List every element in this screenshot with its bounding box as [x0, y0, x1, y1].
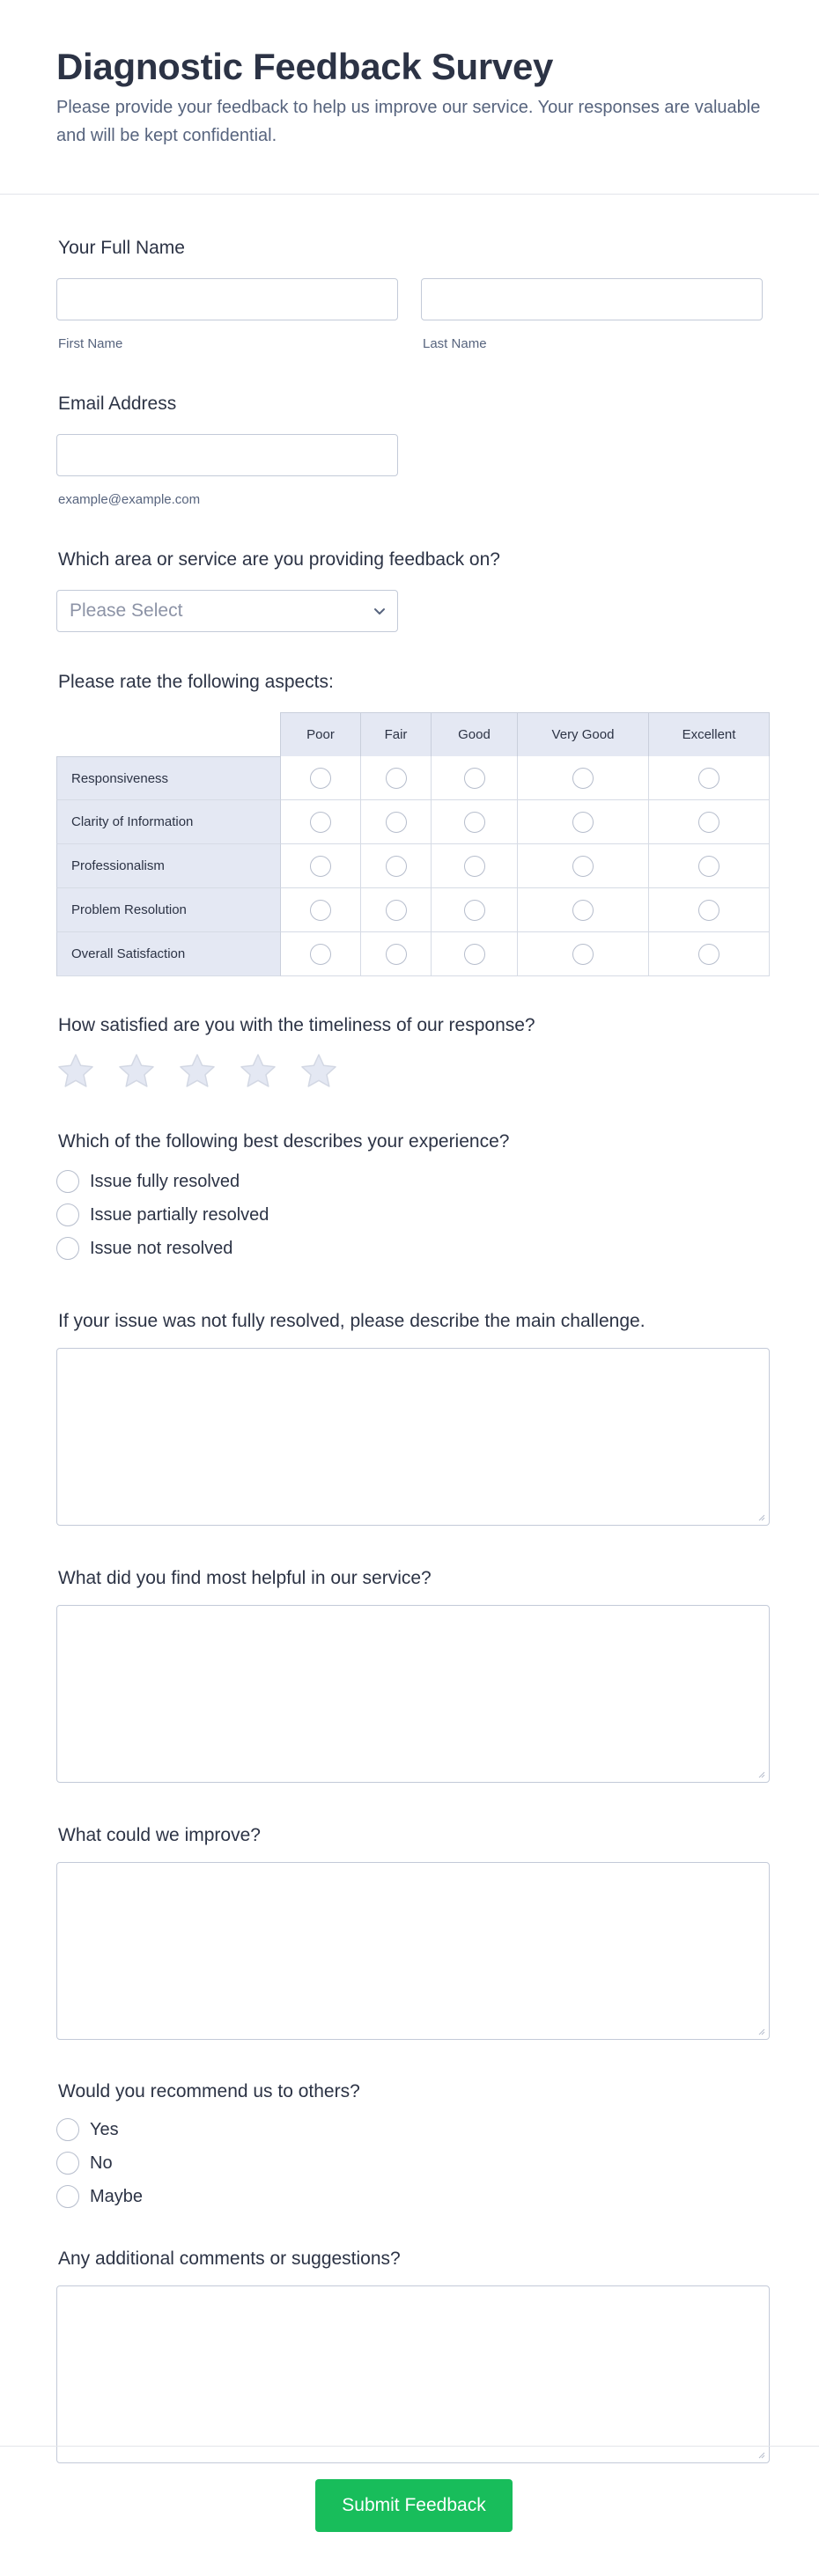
matrix-row-label: Problem Resolution	[56, 888, 281, 932]
recommend-option[interactable]	[56, 2146, 763, 2180]
radio-button[interactable]	[56, 1170, 79, 1193]
matrix-radio[interactable]	[386, 900, 407, 921]
timeliness-field	[56, 1015, 763, 1091]
improve-label: What could we improve?	[58, 1825, 261, 1845]
option-label: No	[90, 2153, 113, 2173]
matrix-col-excellent: Excellent	[649, 712, 770, 756]
improve-field	[56, 1825, 763, 2040]
matrix-row-overall	[56, 932, 770, 976]
option-label: Yes	[90, 2119, 119, 2139]
matrix-radio[interactable]	[464, 768, 485, 789]
matrix-radio[interactable]	[572, 812, 594, 833]
recommend-options	[56, 2113, 763, 2213]
radio-button[interactable]	[56, 2152, 79, 2175]
matrix-header-row	[56, 712, 770, 756]
radio-button[interactable]	[56, 1237, 79, 1260]
option-label: Issue partially resolved	[90, 1204, 269, 1225]
first-name-sublabel: First Name	[58, 336, 123, 351]
full-name-field	[56, 238, 763, 351]
matrix-radio[interactable]	[386, 944, 407, 965]
resize-grip-icon[interactable]	[756, 2027, 765, 2035]
experience-field	[56, 1131, 763, 1265]
last-name-sublabel: Last Name	[423, 336, 487, 351]
matrix-radio[interactable]	[464, 856, 485, 877]
submit-button[interactable]: Submit Feedback	[315, 2479, 513, 2532]
matrix-row-label: Responsiveness	[56, 756, 281, 800]
star-icon[interactable]	[299, 1052, 338, 1091]
form-header	[0, 0, 819, 195]
matrix-radio[interactable]	[572, 768, 594, 789]
comments-field	[56, 2248, 763, 2463]
experience-option[interactable]	[56, 1165, 763, 1198]
recommend-option[interactable]	[56, 2113, 763, 2146]
survey-form	[0, 238, 819, 2463]
matrix-radio[interactable]	[698, 900, 719, 921]
comments-textarea[interactable]	[56, 2285, 770, 2463]
matrix-radio[interactable]	[310, 812, 331, 833]
radio-button[interactable]	[56, 2185, 79, 2208]
email-sublabel: example@example.com	[58, 492, 201, 507]
matrix-radio[interactable]	[464, 944, 485, 965]
recommend-field	[56, 2081, 763, 2213]
matrix-radio[interactable]	[572, 856, 594, 877]
chevron-down-icon	[373, 604, 387, 618]
recommend-option[interactable]	[56, 2180, 763, 2213]
helpful-field	[56, 1568, 763, 1783]
email-field	[56, 394, 763, 507]
challenge-field	[56, 1311, 763, 1526]
last-name-input[interactable]	[421, 278, 763, 320]
page-description: Please provide your feedback to help us improve our service. Your responses are valuable and will be kept confidential.	[56, 98, 761, 145]
form-footer	[0, 2446, 819, 2576]
matrix-radio[interactable]	[464, 900, 485, 921]
star-icon[interactable]	[117, 1052, 156, 1091]
matrix-corner	[56, 712, 281, 756]
matrix-radio[interactable]	[572, 900, 594, 921]
rating-matrix-label: Please rate the following aspects:	[58, 672, 334, 692]
matrix-radio[interactable]	[386, 812, 407, 833]
helpful-textarea[interactable]	[56, 1605, 770, 1783]
matrix-col-very-good: Very Good	[518, 712, 649, 756]
improve-textarea[interactable]	[56, 1862, 770, 2040]
area-field	[56, 549, 763, 632]
matrix-radio[interactable]	[310, 768, 331, 789]
matrix-col-fair: Fair	[361, 712, 432, 756]
matrix-col-good: Good	[432, 712, 518, 756]
matrix-radio[interactable]	[386, 768, 407, 789]
matrix-row-problem-resolution	[56, 888, 770, 932]
resize-grip-icon[interactable]	[756, 1512, 765, 1521]
matrix-radio[interactable]	[310, 856, 331, 877]
challenge-textarea[interactable]	[56, 1348, 770, 1526]
star-icon[interactable]	[178, 1052, 217, 1091]
matrix-radio[interactable]	[698, 856, 719, 877]
matrix-row-professionalism	[56, 844, 770, 888]
option-label: Maybe	[90, 2186, 144, 2206]
star-rating	[56, 1052, 763, 1091]
helpful-label: What did you find most helpful in our service?	[58, 1568, 432, 1588]
matrix-radio[interactable]	[572, 944, 594, 965]
matrix-radio[interactable]	[386, 856, 407, 877]
option-label: Issue not resolved	[90, 1238, 233, 1258]
star-icon[interactable]	[56, 1052, 95, 1091]
first-name-input[interactable]	[56, 278, 398, 320]
area-dropdown[interactable]	[56, 590, 398, 632]
matrix-col-poor: Poor	[281, 712, 361, 756]
matrix-row-label: Professionalism	[56, 844, 281, 888]
radio-button[interactable]	[56, 1203, 79, 1226]
matrix-row-label: Overall Satisfaction	[56, 932, 281, 976]
page-title: Diagnostic Feedback Survey	[56, 46, 554, 87]
timeliness-label: How satisfied are you with the timeliness of our response?	[58, 1015, 535, 1035]
experience-options	[56, 1165, 763, 1265]
experience-option[interactable]	[56, 1232, 763, 1265]
matrix-row-responsiveness	[56, 756, 770, 800]
experience-label: Which of the following best describes your experience?	[58, 1131, 510, 1152]
matrix-radio[interactable]	[464, 812, 485, 833]
challenge-label: If your issue was not fully resolved, please describe the main challenge.	[58, 1311, 646, 1331]
email-label: Email Address	[58, 394, 177, 414]
matrix-radio[interactable]	[310, 900, 331, 921]
radio-button[interactable]	[56, 2118, 79, 2141]
matrix-radio[interactable]	[698, 768, 719, 789]
matrix-radio[interactable]	[698, 944, 719, 965]
area-placeholder: Please Select	[70, 600, 183, 621]
recommend-label: Would you recommend us to others?	[58, 2081, 360, 2101]
full-name-label: Your Full Name	[58, 238, 185, 258]
option-label: Issue fully resolved	[90, 1171, 240, 1191]
matrix-row-label: Clarity of Information	[56, 800, 281, 844]
matrix-row-clarity	[56, 800, 770, 844]
star-icon[interactable]	[239, 1052, 277, 1091]
rating-matrix-field	[56, 672, 763, 976]
resize-grip-icon[interactable]	[756, 1770, 765, 1778]
matrix-radio[interactable]	[310, 944, 331, 965]
matrix-radio[interactable]	[698, 812, 719, 833]
rating-matrix	[56, 712, 770, 976]
area-label: Which area or service are you providing feedback on?	[58, 549, 500, 570]
email-input[interactable]	[56, 434, 398, 476]
experience-option[interactable]	[56, 1198, 763, 1232]
comments-label: Any additional comments or suggestions?	[58, 2248, 401, 2269]
